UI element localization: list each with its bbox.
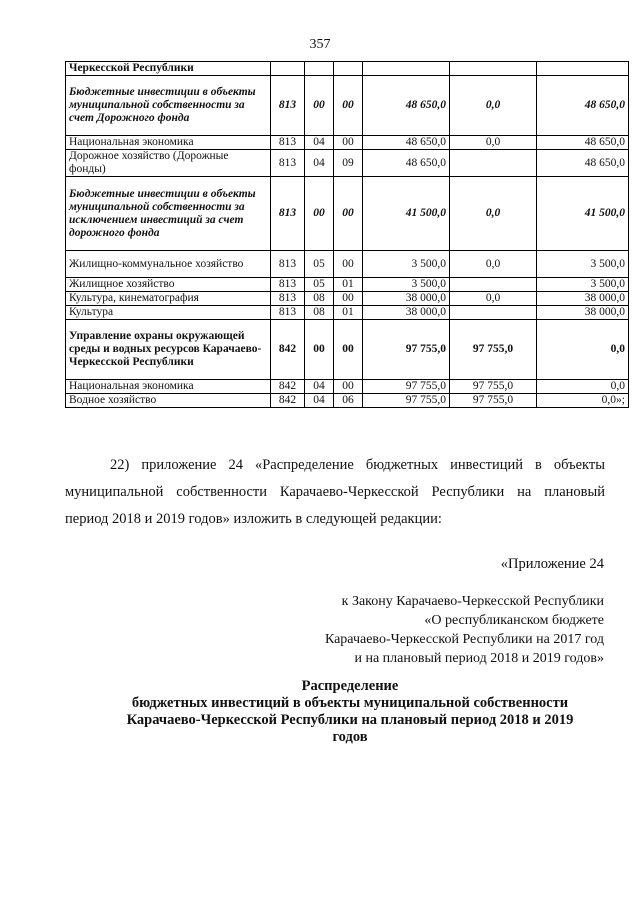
table-cell-subsection: 00 <box>334 380 363 394</box>
table-row <box>66 251 629 278</box>
table-cell-code: 813 <box>271 136 305 150</box>
table-cell-total: 97 755,0 <box>363 320 450 380</box>
table-cell-name: Национальная экономика <box>66 136 271 150</box>
table-cell-code: 813 <box>271 306 305 320</box>
table-cell-code: 813 <box>271 251 305 278</box>
table-cell-federal: 97 755,0 <box>450 320 537 380</box>
table-cell-total: 38 000,0 <box>363 292 450 306</box>
page-number: 357 <box>309 37 331 52</box>
section-heading <box>65 678 635 746</box>
table-cell-subsection: 01 <box>334 278 363 292</box>
table-cell-name: Бюджетные инвестиции в объекты муниципальной собственности за исключением инвестиций за счет дорожного фонда <box>66 177 271 251</box>
heading-line: Распределение <box>301 678 399 694</box>
table-cell-section: 05 <box>305 251 334 278</box>
table-cell-federal: 97 755,0 <box>450 394 537 408</box>
table-cell-name: Культура <box>66 306 271 320</box>
appendix-reference <box>325 592 604 668</box>
table-cell-code: 842 <box>271 380 305 394</box>
table-cell-code: 842 <box>271 394 305 408</box>
table-cell-code: 842 <box>271 320 305 380</box>
table-cell-total: 48 650,0 <box>363 76 450 136</box>
table-cell-section: 00 <box>305 320 334 380</box>
table-cell-name: Культура, кинематография <box>66 292 271 306</box>
heading-line: годов <box>332 729 368 745</box>
table-row <box>66 278 629 292</box>
table-cell-subsection: 00 <box>334 76 363 136</box>
table-cell-total: 48 650,0 <box>363 136 450 150</box>
table-cell-federal: 0,0 <box>450 292 537 306</box>
appendix-line: Карачаево-Черкесской Республики на 2017 год <box>324 632 604 647</box>
table-cell-section: 04 <box>305 136 334 150</box>
table-cell-republic: 48 650,0 <box>537 76 629 136</box>
table-cell-section: 00 <box>305 76 334 136</box>
amendment-paragraph: 22) приложение 24 «Распределение бюджетных инвестиций в объекты муниципальной собственности Карачаево-Черкесской Республики на плановый период 2018 и 2019 годов» изложить в следующей редакции: <box>65 457 605 527</box>
table-cell-republic: 38 000,0 <box>537 306 629 320</box>
table-cell-republic: 0,0»; <box>537 394 629 408</box>
table-cell-subsection <box>334 62 363 76</box>
table-cell-code: 813 <box>271 278 305 292</box>
table-row <box>66 380 629 394</box>
table-cell-federal <box>450 278 537 292</box>
table-cell-code: 813 <box>271 177 305 251</box>
table-row <box>66 306 629 320</box>
table-cell-total <box>363 62 450 76</box>
table-cell-section: 00 <box>305 177 334 251</box>
table-cell-total: 97 755,0 <box>363 380 450 394</box>
table-cell-republic: 48 650,0 <box>537 150 629 177</box>
table-cell-name: Дорожное хозяйство (Дорожные фонды) <box>66 150 271 177</box>
table-cell-section <box>305 62 334 76</box>
investment-table <box>65 61 628 408</box>
table-cell-federal <box>450 62 537 76</box>
table-cell-total: 97 755,0 <box>363 394 450 408</box>
table-cell-section: 04 <box>305 394 334 408</box>
table-cell-section: 08 <box>305 306 334 320</box>
table-cell-section: 04 <box>305 150 334 177</box>
table-cell-subsection: 00 <box>334 177 363 251</box>
table-cell-section: 05 <box>305 278 334 292</box>
table-cell-republic <box>537 62 629 76</box>
table-cell-name: Управление охраны окружающей среды и водных ресурсов Карачаево-Черкесской Республики <box>66 320 271 380</box>
table-cell-federal: 0,0 <box>450 251 537 278</box>
table-cell-name: Жилищное хозяйство <box>66 278 271 292</box>
appendix-line: к Закону Карачаево-Черкесской Республики <box>341 594 604 609</box>
table-cell-subsection: 00 <box>334 136 363 150</box>
table-cell-federal <box>450 150 537 177</box>
table-cell-code: 813 <box>271 292 305 306</box>
table-cell-subsection: 00 <box>334 251 363 278</box>
table-cell-federal: 0,0 <box>450 76 537 136</box>
table-cell-republic: 0,0 <box>537 320 629 380</box>
table-row <box>66 76 629 136</box>
table-cell-total: 48 650,0 <box>363 150 450 177</box>
table-cell-subsection: 01 <box>334 306 363 320</box>
appendix-title: «Приложение 24 <box>500 556 604 572</box>
table-cell-total: 3 500,0 <box>363 278 450 292</box>
table-row <box>66 150 629 177</box>
table-row <box>66 394 629 408</box>
table-cell-republic: 3 500,0 <box>537 251 629 278</box>
table-cell-section: 04 <box>305 380 334 394</box>
table-cell-federal <box>450 306 537 320</box>
table-cell-subsection: 06 <box>334 394 363 408</box>
table-row <box>66 292 629 306</box>
table-cell-total: 3 500,0 <box>363 251 450 278</box>
table-cell-republic: 3 500,0 <box>537 278 629 292</box>
table-row <box>66 136 629 150</box>
table-cell-code: 813 <box>271 150 305 177</box>
table-cell-name: Жилищно-коммунальное хозяйство <box>66 251 271 278</box>
table-cell-republic: 48 650,0 <box>537 136 629 150</box>
table-cell-federal: 0,0 <box>450 177 537 251</box>
table-cell-subsection: 00 <box>334 320 363 380</box>
table-cell-name: Черкесской Республики <box>66 62 271 76</box>
appendix-line: «О республиканском бюджете <box>424 613 604 628</box>
table-cell-subsection: 00 <box>334 292 363 306</box>
table-row <box>66 62 629 76</box>
table-cell-name: Бюджетные инвестиции в объекты муниципальной собственности за счет Дорожного фонда <box>66 76 271 136</box>
table-cell-code <box>271 62 305 76</box>
table-cell-name: Водное хозяйство <box>66 394 271 408</box>
table-cell-republic: 0,0 <box>537 380 629 394</box>
table-cell-federal: 97 755,0 <box>450 380 537 394</box>
table-row <box>66 320 629 380</box>
table-row <box>66 177 629 251</box>
appendix-line: и на плановый период 2018 и 2019 годов» <box>354 651 604 666</box>
table-cell-republic: 38 000,0 <box>537 292 629 306</box>
heading-line: Карачаево-Черкесской Республики на плановый период 2018 и 2019 <box>126 712 574 728</box>
table-cell-code: 813 <box>271 76 305 136</box>
table-cell-total: 38 000,0 <box>363 306 450 320</box>
table-cell-name: Национальная экономика <box>66 380 271 394</box>
table-cell-total: 41 500,0 <box>363 177 450 251</box>
table-cell-section: 08 <box>305 292 334 306</box>
table-cell-federal: 0,0 <box>450 136 537 150</box>
heading-line: бюджетных инвестиций в объекты муниципальной собственности <box>131 695 569 711</box>
table-cell-subsection: 09 <box>334 150 363 177</box>
table-cell-republic: 41 500,0 <box>537 177 629 251</box>
